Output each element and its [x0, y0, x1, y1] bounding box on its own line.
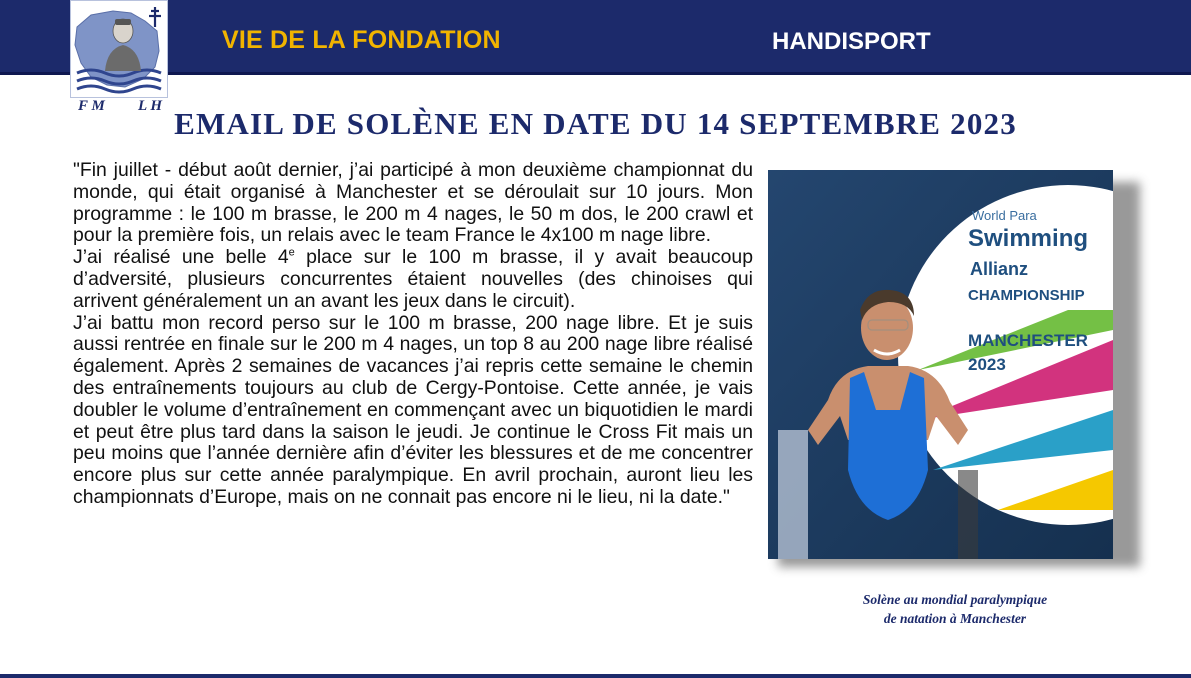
caption-line-1: Solène au mondial paralympique	[862, 592, 1048, 607]
banner-text-6: 2023	[968, 355, 1006, 374]
paragraph-2-start: J’ai réalisé une belle 4	[73, 246, 289, 269]
article-photo	[768, 170, 1113, 559]
paragraph-2-rest: place sur le 100 m brasse, il y avait beaucoup d’adversité, plusieurs concurrentes étaient nouvelles (des chinoises qui arrivent généralement un an avant les jeux dans le circuit).	[73, 246, 753, 312]
header-band	[0, 0, 1191, 72]
paragraph-1: "Fin juillet - début août dernier, j’ai participé à mon deuxième championnat du monde, qui était organisé à Manchester et se déroulait sur 10 jours. Mon programme : le 100 m brasse, le 200 m 4 nages, le 50 m dos, le 200 crawl et pour la première fois, un relais avec le team France le 4x100 m nage libre.	[73, 159, 753, 247]
banner-text-5: MANCHESTER	[968, 331, 1088, 350]
category-label: HANDISPORT	[772, 28, 931, 55]
logo-initials-right: L H	[137, 98, 162, 114]
article-title: EMAIL DE SOLÈNE EN DATE DU 14 SEPTEMBRE 2023	[174, 106, 1017, 141]
banner-text-1: World Para	[972, 208, 1037, 223]
header-divider	[0, 72, 1191, 75]
banner-text-3: Allianz	[970, 259, 1029, 279]
logo-initials-left: F M	[78, 98, 105, 114]
photo-caption	[790, 590, 1120, 628]
paragraph-3: J’ai battu mon record perso sur le 100 m brasse, 200 nage libre. Et je suis aussi rentrée en finale sur le 200 m 4 nages, un top 8 au 200 nage libre réalisé également. Après 2 semaines de vacances j’ai repris cette semaine le chemin des entraînements toujours au club de Cergy-Pontoise. Cette année, je vais doubler le volume d’entraînement en commençant avec un biquotidien le mardi et peut être plus tard dans la saison le jeudi. Je continue le Cross Fit mais un peu moins que l’année dernière afin d’éviter les blessures et de me concentrer encore plus sur cette année paralympique. En avril prochain, auront lieu les championnats d’Europe, mais on ne connait pas encore ni le lieu, ni la date."	[73, 311, 753, 508]
ordinal-superscript: e	[288, 246, 295, 259]
de-gaulle-emblem-icon	[71, 1, 167, 97]
swimmer-photo-illustration	[768, 170, 1113, 559]
article-body	[73, 160, 753, 509]
caption-line-2: de natation à Manchester	[883, 611, 1027, 626]
footer-line	[0, 674, 1191, 678]
banner-text-4: CHAMPIONSHIP	[968, 287, 1085, 304]
banner-text-2: Swimming	[968, 225, 1089, 252]
paragraph-2	[73, 247, 753, 312]
section-label: VIE DE LA FONDATION	[222, 26, 501, 54]
foundation-logo	[70, 0, 168, 98]
